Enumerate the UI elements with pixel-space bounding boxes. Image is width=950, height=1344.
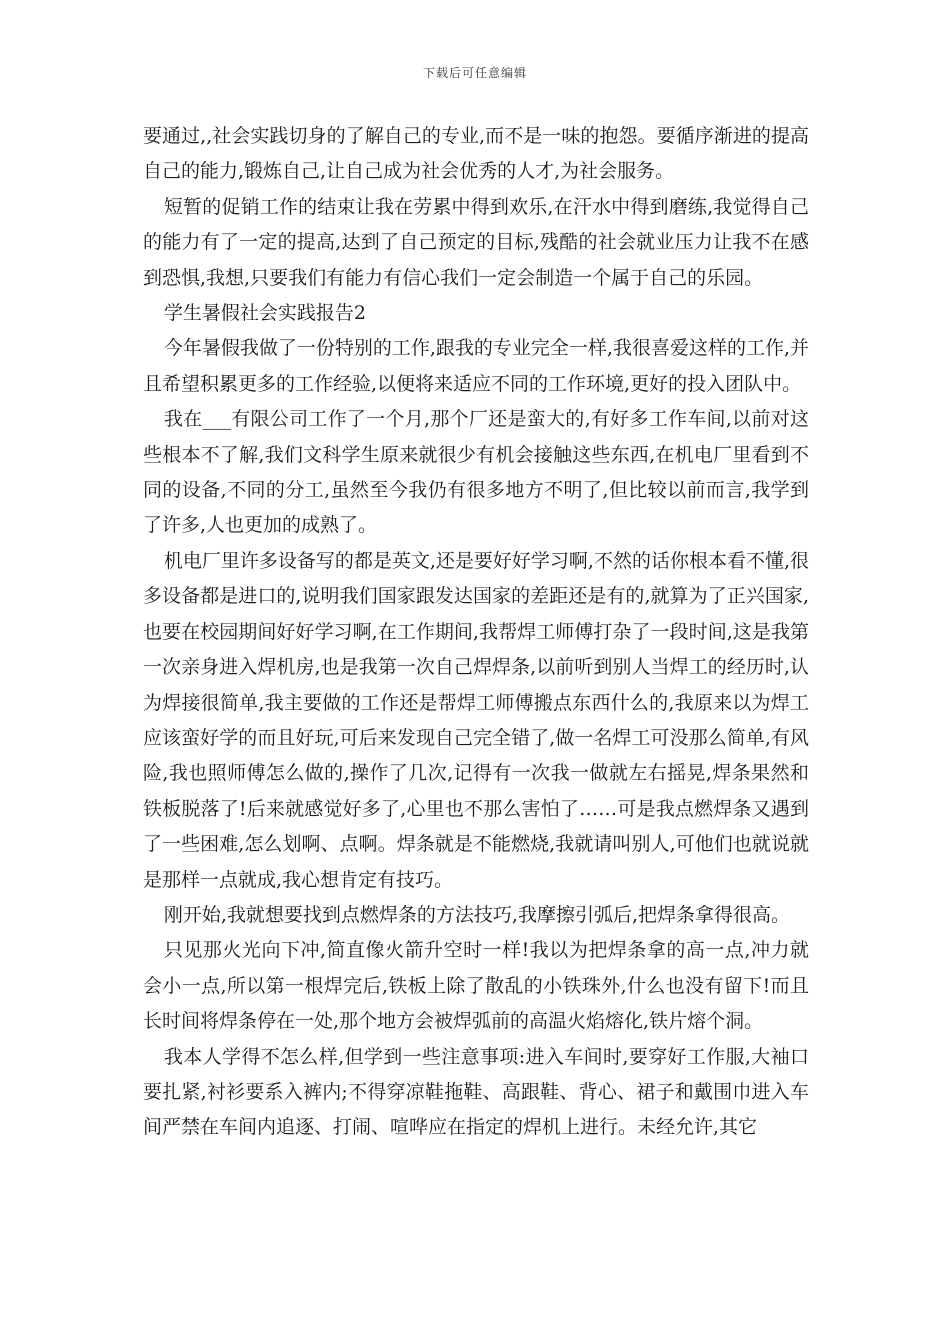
paragraph-1: 要通过,,社会实践切身的了解自己的专业,而不是一味的抱怨。要循序渐进的提高自己的能力,锻炼自己,让自己成为社会优秀的人才,为社会服务。 [143,125,809,183]
page-header: 下载后可任意编辑 [422,66,527,80]
section-heading: 学生暑假社会实践报告2 [163,302,366,325]
paragraph-6: 刚开始,我就想要找到点燃焊条的方法技巧,我摩擦引弧后,把焊条拿得很高。 [163,903,791,926]
paragraph-2: 短暂的促销工作的结束让我在劳累中得到欢乐,在汗水中得到磨练,我觉得自己的能力有了一定的提高,达到了自己预定的目标,残酷的社会就业压力让我不在感到恐惧,我想,只要我们有能力有信心我们一定会制造一个属于自己的乐园。 [143,195,809,289]
paragraph-4: 我在___有限公司工作了一个月,那个厂还是蛮大的,有好多工作车间,以前对这些根本不了解,我们文科学生原来就很少有机会接触这些东西,在机电厂里看到不同的设备,不同的分工,虽然至今我仍有很多地方不明了,但比较以前而言,我学到了许多,人也更加的成熟了。 [143,408,809,537]
paragraph-5: 机电厂里许多设备写的都是英文,还是要好好学习啊,不然的话你根本看不懂,很多设备都是进口的,说明我们国家跟发达国家的差距还是有的,就算为了正兴国家,也要在校园期间好好学习啊,在工作期间,我帮焊工师傅打杂了一段时间,这是我第一次亲身进入焊机房,也是我第一次自己焊焊条,以前听到别人当焊工的经历时,认为焊接很简单,我主要做的工作还是帮焊工师傅搬点东西什么的,我原来以为焊工应该蛮好学的而且好玩,可后来发现自己完全错了,做一名焊工可没那么简单,有风险,我也照师傅怎么做的,操作了几次,记得有一次我一做就左右摇晃,焊条果然和铁板脱落了!后来就感觉好多了,心里也不那么害怕了……可是我点燃焊条又遇到了一些困难,怎么划啊、点啊。焊条就是不能燃烧,我就请叫别人,可他们也就说就是那样一点就成,我心想肯定有技巧。 [143,549,810,891]
document-body [143,119,809,1146]
paragraph-8: 我本人学得不怎么样,但学到一些注意事项:进入车间时,要穿好工作服,大袖口要扎紧,衬衫要系入裤内;不得穿凉鞋拖鞋、高跟鞋、背心、裙子和戴围巾进入车间严禁在车间内追逐、打闹、喧哗应在指定的焊机上进行。未经允许,其它 [143,1045,809,1139]
paragraph-3: 今年暑假我做了一份特别的工作,跟我的专业完全一样,我很喜爱这样的工作,并且希望积累更多的工作经验,以便将来适应不同的工作环境,更好的投入团队中。 [143,337,810,395]
paragraph-7: 只见那火光向下冲,简直像火箭升空时一样!我以为把焊条拿的高一点,冲力就会小一点,所以第一根焊完后,铁板上除了散乱的小铁珠外,什么也没有留下!而且长时间将焊条停在一处,那个地方会被焊弧前的高温火焰熔化,铁片熔个洞。 [143,939,809,1033]
